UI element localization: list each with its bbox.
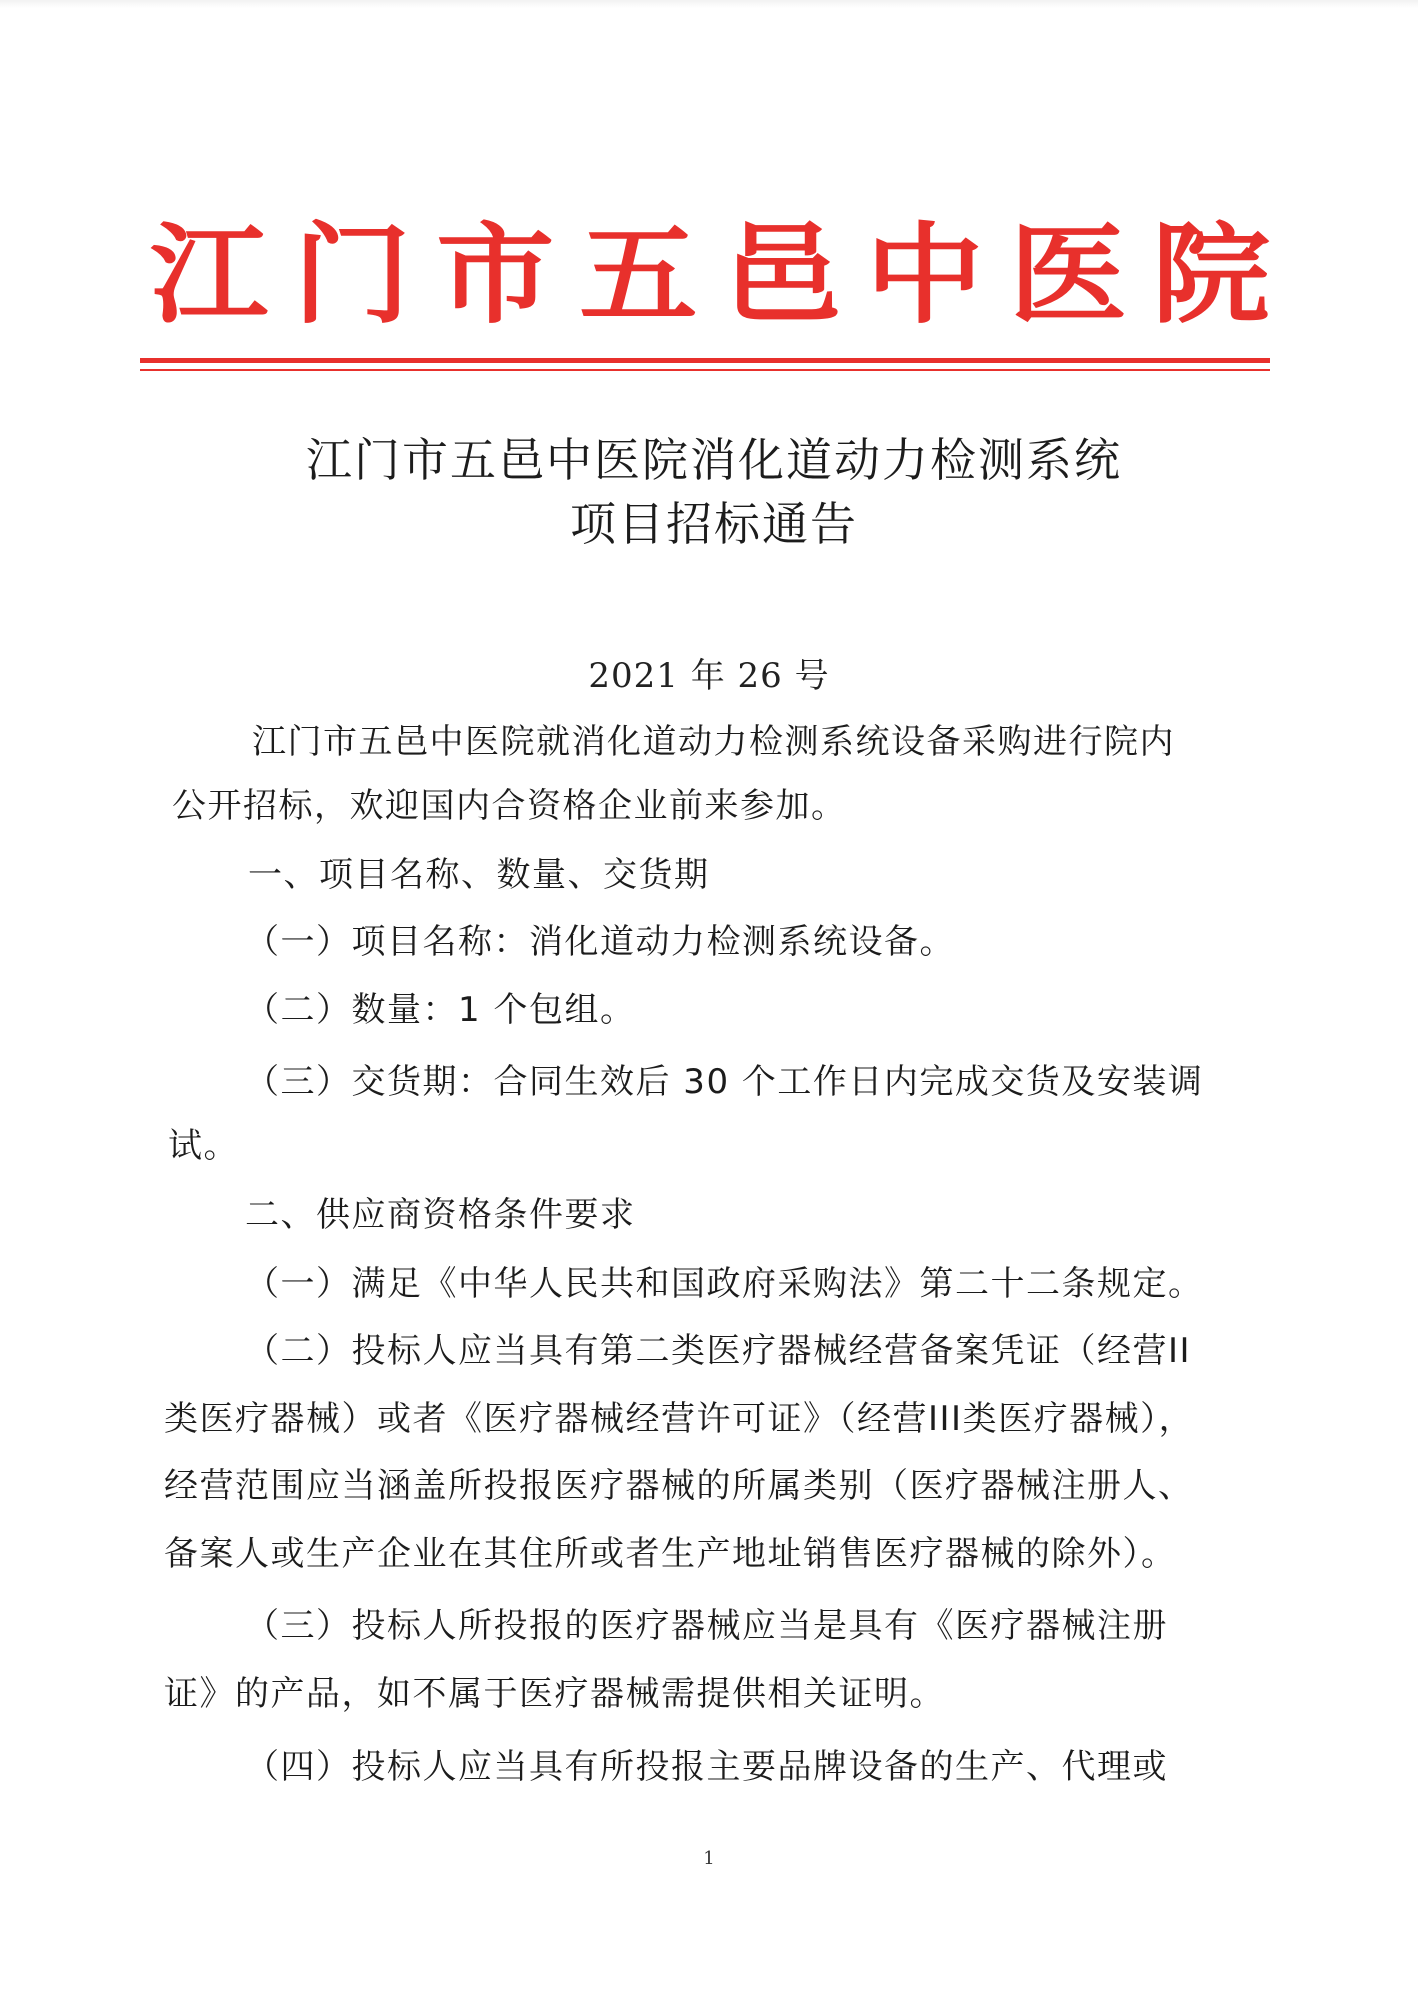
body-line: （一）项目名称：消化道动力检测系统设备。: [245, 922, 955, 962]
letterhead-rule-thick: [140, 358, 1270, 363]
body-line: （四）投标人应当具有所投报主要品牌设备的生产、代理或: [245, 1747, 1168, 1787]
section-heading: 一、项目名称、数量、交货期: [248, 855, 710, 895]
letterhead-char: 市: [436, 210, 555, 339]
body-line: 备案人或生产企业在其住所或者生产地址销售医疗器械的除外）。: [164, 1534, 1177, 1574]
body-line: 类医疗器械）或者《医疗器械经营许可证》（经营III类医疗器械），: [164, 1399, 1195, 1439]
title-line-2: 项目招标通告: [570, 497, 858, 551]
body-line: 江门市五邑中医院就消化道动力检测系统设备采购进行院内: [252, 722, 1175, 762]
letterhead-char: 院: [1151, 210, 1270, 339]
organization-letterhead: [150, 200, 1270, 350]
letterhead-char: 中: [865, 210, 984, 339]
body-line: 证》的产品，如不属于医疗器械需提供相关证明。: [164, 1674, 945, 1714]
document-number: 2021 年 26 号: [588, 656, 830, 696]
body-line: 试。: [168, 1126, 239, 1166]
body-line: 公开招标，欢迎国内合资格企业前来参加。: [172, 786, 847, 826]
body-line: 经营范围应当涵盖所投报医疗器械的所属类别（医疗器械注册人、: [164, 1466, 1194, 1506]
page-number: 1: [703, 1848, 715, 1869]
document-title: [0, 428, 1418, 556]
title-line-1: 江门市五邑中医院消化道动力检测系统: [306, 433, 1122, 487]
letterhead-char: 江: [150, 210, 269, 339]
body-line: （三）投标人所投报的医疗器械应当是具有《医疗器械注册: [245, 1606, 1168, 1646]
scan-edge: [0, 0, 1418, 8]
body-line: （二）数量：1 个包组。: [245, 990, 636, 1030]
body-line: （一）满足《中华人民共和国政府采购法》第二十二条规定。: [245, 1264, 1204, 1304]
letterhead-char: 邑: [722, 210, 841, 339]
letterhead-char: 门: [293, 210, 412, 339]
section-heading: 二、供应商资格条件要求: [245, 1195, 636, 1235]
body-line: （三）交货期：合同生效后 30 个工作日内完成交货及安装调: [245, 1062, 1204, 1102]
letterhead-rule-thin: [140, 369, 1270, 371]
body-line: （二）投标人应当具有第二类医疗器械经营备案凭证（经营II: [245, 1331, 1192, 1371]
letterhead-char: 医: [1008, 210, 1127, 339]
letterhead-char: 五: [579, 210, 698, 339]
